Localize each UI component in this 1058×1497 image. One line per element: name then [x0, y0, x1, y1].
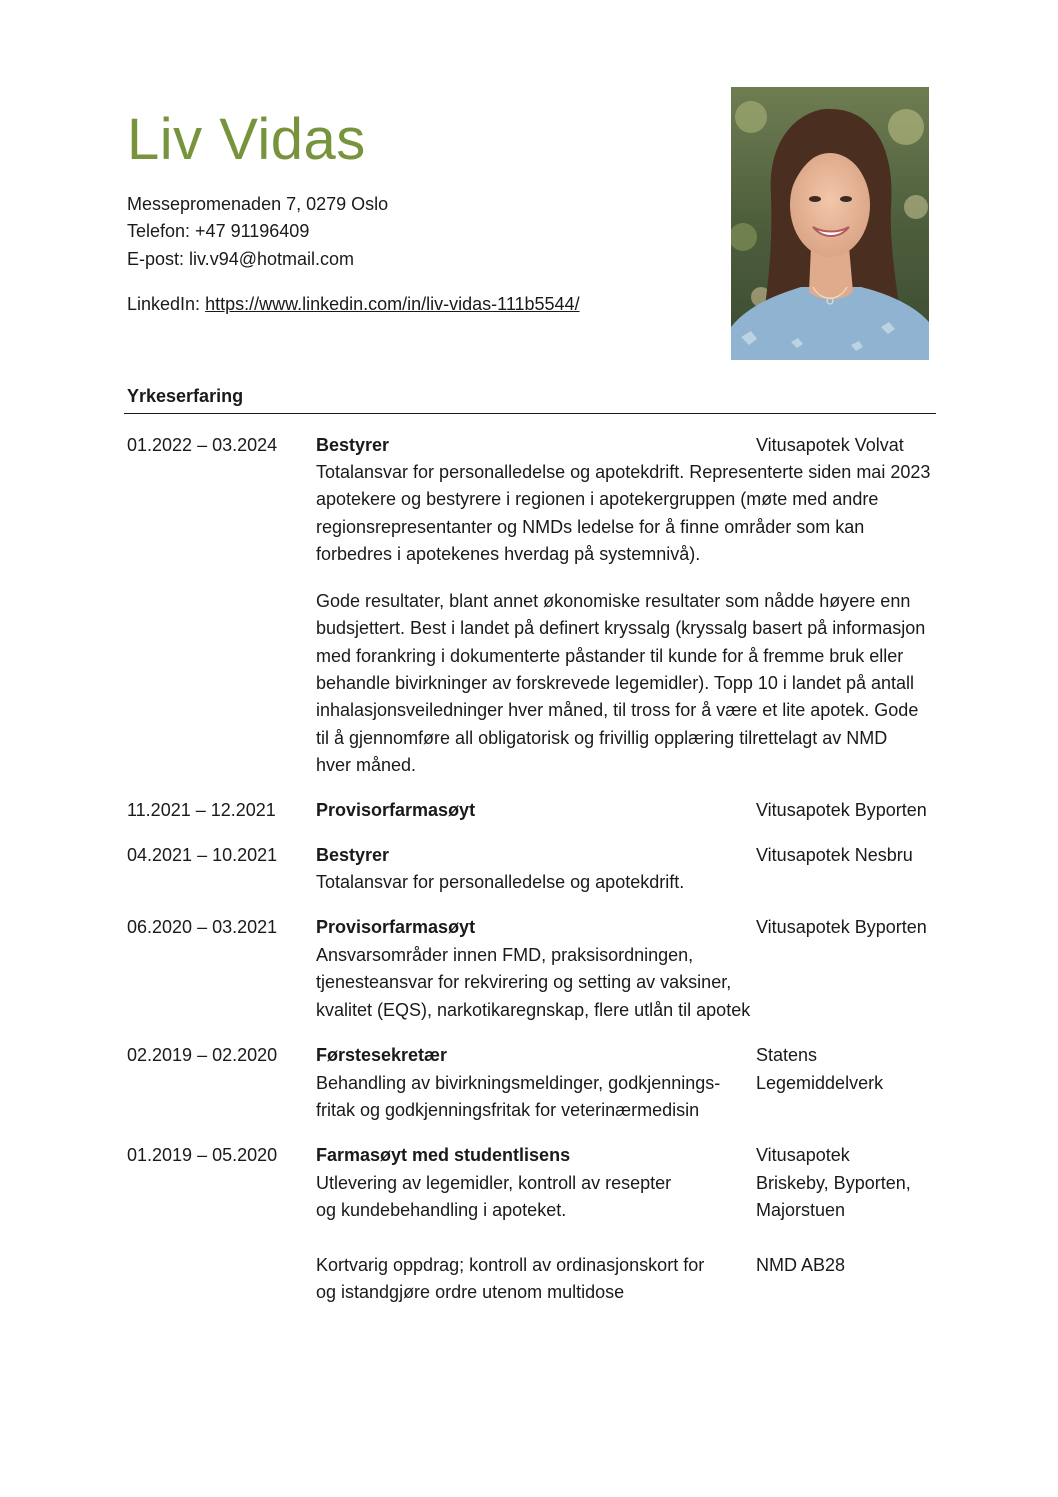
- section-divider: [124, 413, 936, 414]
- profile-photo: [731, 87, 929, 360]
- entry-description-line: Totalansvar for personalledelse og apotekdrift.: [316, 872, 685, 892]
- entry-date: 06.2020 – 03.2021: [127, 917, 278, 937]
- extra-description-line: og istandgjøre ordre utenom multidose: [316, 1282, 625, 1302]
- person-name: Liv Vidas: [127, 107, 366, 172]
- entry-description-line: Utlevering av legemidler, kontroll av resepter: [316, 1173, 672, 1193]
- entry-role: Farmasøyt med studentlisens: [316, 1145, 571, 1165]
- phone: Telefon: +47 91196409: [127, 221, 310, 241]
- entry-description-line: tjenesteansvar for rekvirering og setting av vaksiner,: [316, 972, 732, 992]
- linkedin: [127, 292, 580, 316]
- entry-date: 01.2019 – 05.2020: [127, 1145, 278, 1165]
- entry-description-line: forbedres i apotekenes hverdag på systemnivå).: [316, 544, 701, 564]
- entry-employer: Majorstuen: [756, 1200, 846, 1220]
- entry-date: 01.2022 – 03.2024: [127, 435, 278, 455]
- entry-employer: Vitusapotek: [756, 1145, 850, 1165]
- entry-description-line: kvalitet (EQS), narkotikaregnskap, flere utlån til apotek: [316, 1000, 751, 1020]
- entry-role: Bestyrer: [316, 435, 390, 455]
- entry-description-line: inhalasjonsveiledninger hver måned, til tross for å være et lite apotek. Gode: [316, 700, 919, 720]
- entry-description-line: med forankring i dokumenterte påstander til kunde for å fremme bruk eller: [316, 646, 904, 666]
- entry-description-line: hver måned.: [316, 755, 417, 775]
- entry-description-line: Ansvarsområder innen FMD, praksisordningen,: [316, 945, 694, 965]
- entry-role: Bestyrer: [316, 845, 390, 865]
- entry-employer: Vitusapotek Byporten: [756, 800, 927, 820]
- entry-role: Provisorfarmasøyt: [316, 800, 476, 820]
- entry-description-line: til å gjennomføre all obligatorisk og frivillig opplæring tilrettelagt av NMD: [316, 728, 888, 748]
- entry-employer: Legemiddelverk: [756, 1073, 884, 1093]
- extra-description-line: Kortvarig oppdrag; kontroll av ordinasjonskort for: [316, 1255, 705, 1275]
- linkedin-label: LinkedIn:: [127, 294, 206, 314]
- extra-employer: NMD AB28: [756, 1255, 846, 1275]
- entry-date: 02.2019 – 02.2020: [127, 1045, 278, 1065]
- entry-description-line: regionsrepresentanter og NMDs ledelse for å finne områder som kan: [316, 517, 865, 537]
- entry-role: Provisorfarmasøyt: [316, 917, 476, 937]
- entry-description-line: budsjettert. Best i landet på definert kryssalg (kryssalg basert på informasjon: [316, 618, 926, 638]
- section-title: Yrkeserfaring: [127, 386, 244, 406]
- entry-date: 11.2021 – 12.2021: [127, 800, 276, 820]
- address: Messepromenaden 7, 0279 Oslo: [127, 194, 389, 214]
- entry-employer: Statens: [756, 1045, 818, 1065]
- entry-employer: Vitusapotek Volvat: [756, 435, 904, 455]
- entry-description-line: og kundebehandling i apoteket.: [316, 1200, 567, 1220]
- entry-description-line: Behandling av bivirkningsmeldinger, godkjennings-: [316, 1073, 721, 1093]
- entry-description-line: apotekere og bestyrere i regionen i apotekergruppen (møte med andre: [316, 489, 879, 509]
- entry-description-line: fritak og godkjenningsfritak for veterinærmedisin: [316, 1100, 700, 1120]
- entry-date: 04.2021 – 10.2021: [127, 845, 278, 865]
- entry-employer: Briskeby, Byporten,: [756, 1173, 911, 1193]
- entry-role: Førstesekretær: [316, 1045, 448, 1065]
- entry-description-line: Gode resultater, blant annet økonomiske resultater som nådde høyere enn: [316, 591, 911, 611]
- entry-employer: Vitusapotek Byporten: [756, 917, 927, 937]
- entry-employer: Vitusapotek Nesbru: [756, 845, 913, 865]
- entry-description-line: behandle bivirkninger av forskrevede legemidler). Topp 10 i landet på antall: [316, 673, 915, 693]
- email: E-post: liv.v94@hotmail.com: [127, 249, 355, 269]
- linkedin-link[interactable]: https://www.linkedin.com/in/liv-vidas-111b5544/: [205, 294, 580, 314]
- entry-description-line: Totalansvar for personalledelse og apotekdrift. Representerte siden mai 2023: [316, 462, 931, 482]
